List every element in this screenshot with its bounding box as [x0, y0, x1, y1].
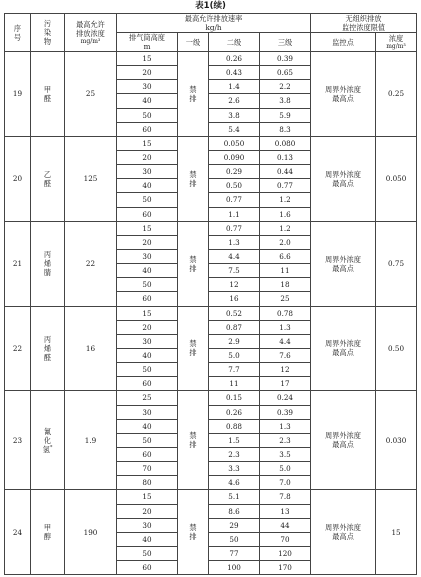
level2-cell: 2.6 — [209, 94, 260, 108]
pollutant-char: 氢 — [42, 444, 50, 454]
pollutant-cell — [31, 52, 65, 137]
pollutant-cell — [31, 221, 65, 306]
level3-cell: 0.39 — [260, 405, 311, 419]
monitor-point-line: 周界外浓度 — [325, 254, 361, 264]
level2-cell: 0.050 — [209, 136, 260, 150]
level3-cell: 2.2 — [260, 80, 311, 94]
level3-cell: 7.8 — [260, 490, 311, 504]
level2-cell: 3.3 — [209, 462, 260, 476]
level3-cell: 0.080 — [260, 136, 311, 150]
level2-cell: 12 — [209, 278, 260, 292]
level1-char: 禁 — [189, 254, 197, 264]
monitor-point-line: 最高点 — [332, 93, 354, 103]
monitor-point-line: 最高点 — [332, 348, 354, 358]
stack-height-cell: 60 — [117, 561, 178, 575]
header-concentration: 浓度 mg/m³ — [376, 33, 417, 52]
stack-height-cell: 50 — [117, 363, 178, 377]
level3-cell: 0.44 — [260, 165, 311, 179]
max-conc-cell: 125 — [65, 136, 117, 221]
header-level2: 二级 — [209, 33, 260, 52]
table-row — [5, 52, 417, 66]
pollutant-char: 醛 — [43, 352, 52, 362]
level3-cell: 12 — [260, 363, 311, 377]
level2-cell: 0.15 — [209, 391, 260, 405]
header-seq: 序 号 — [5, 14, 31, 52]
max-conc-cell: 16 — [65, 306, 117, 391]
level3-cell: 1.2 — [260, 193, 311, 207]
stack-height-cell: 60 — [117, 207, 178, 221]
level3-cell: 25 — [260, 292, 311, 306]
level3-cell: 7.6 — [260, 348, 311, 362]
stack-height-cell: 30 — [117, 334, 178, 348]
level1-char: 禁 — [189, 523, 197, 533]
level3-cell: 1.3 — [260, 320, 311, 334]
pollutant-char: 醛 — [43, 93, 52, 103]
level3-cell: 0.39 — [260, 52, 311, 66]
level2-cell: 100 — [209, 561, 260, 575]
pollutant-cell — [31, 391, 65, 490]
stack-height-cell: 30 — [117, 165, 178, 179]
monitor-point-line: 最高点 — [332, 532, 354, 542]
stack-height-cell: 20 — [117, 66, 178, 80]
level3-cell: 170 — [260, 561, 311, 575]
max-conc-cell: 22 — [65, 221, 117, 306]
level2-cell: 0.090 — [209, 150, 260, 164]
stack-height-cell: 15 — [117, 52, 178, 66]
level2-cell: 3.8 — [209, 108, 260, 122]
seq-cell: 20 — [5, 136, 31, 221]
table-row — [5, 490, 417, 504]
pollutant-cell — [31, 136, 65, 221]
header-pollutant: 污 染 物 — [31, 14, 65, 52]
monitor-point-line: 周界外浓度 — [325, 84, 361, 94]
level2-cell: 0.26 — [209, 405, 260, 419]
level2-cell: 0.88 — [209, 419, 260, 433]
level2-cell: 16 — [209, 292, 260, 306]
level1-char: 排 — [189, 440, 197, 450]
level3-cell: 4.4 — [260, 334, 311, 348]
level2-cell: 8.6 — [209, 504, 260, 518]
level2-cell: 0.29 — [209, 165, 260, 179]
pollutant-char: 甲 — [43, 523, 52, 533]
seq-cell: 22 — [5, 306, 31, 391]
pollutant-cell — [31, 490, 65, 575]
fugitive-conc-cell: 0.75 — [376, 221, 417, 306]
monitor-point-line: 周界外浓度 — [325, 169, 361, 179]
monitor-point-cell — [311, 221, 376, 306]
stack-height-cell: 15 — [117, 221, 178, 235]
seq-cell: 24 — [5, 490, 31, 575]
level3-cell: 6.6 — [260, 249, 311, 263]
level3-cell: 70 — [260, 532, 311, 546]
fugitive-conc-cell: 0.050 — [376, 136, 417, 221]
header-level1: 一级 — [178, 33, 209, 52]
level2-cell: 1.1 — [209, 207, 260, 221]
pollutant-char: 醛 — [43, 178, 52, 188]
stack-height-cell: 40 — [117, 94, 178, 108]
monitor-point-cell — [311, 52, 376, 137]
header-fugitive: 无组织排放 监控浓度限值 — [311, 14, 417, 33]
pollutant-char: 丙 — [43, 250, 52, 260]
level3-cell: 3.8 — [260, 94, 311, 108]
pollutant-char: 烯 — [43, 259, 52, 269]
stack-height-cell: 50 — [117, 433, 178, 447]
stack-height-cell: 50 — [117, 108, 178, 122]
max-conc-cell: 190 — [65, 490, 117, 575]
level3-cell: 0.77 — [260, 179, 311, 193]
level3-cell: 0.65 — [260, 66, 311, 80]
fugitive-conc-cell: 0.50 — [376, 306, 417, 391]
stack-height-cell: 50 — [117, 546, 178, 560]
pollutant-char: 乙 — [43, 169, 52, 179]
stack-height-cell: 30 — [117, 249, 178, 263]
stack-height-cell: 60 — [117, 377, 178, 391]
level2-cell: 4.6 — [209, 476, 260, 490]
header-stack-height: 排气筒高度 m — [117, 33, 178, 52]
level3-cell: 17 — [260, 377, 311, 391]
level2-cell: 5.4 — [209, 122, 260, 136]
stack-height-cell: 15 — [117, 136, 178, 150]
level2-cell: 0.77 — [209, 193, 260, 207]
level2-cell: 7.5 — [209, 264, 260, 278]
level1-char: 排 — [189, 178, 197, 188]
header-monitor-point: 监控点 — [311, 33, 376, 52]
level2-cell: 4.4 — [209, 249, 260, 263]
level3-cell: 2.3 — [260, 433, 311, 447]
level3-cell: 3.5 — [260, 447, 311, 461]
stack-height-cell: 20 — [117, 320, 178, 334]
pollutant-char: 氰 — [43, 426, 52, 436]
stack-height-cell: 30 — [117, 518, 178, 532]
pollutant-char: 醇 — [43, 532, 52, 542]
monitor-point-line: 最高点 — [332, 440, 354, 450]
level1-char: 排 — [189, 93, 197, 103]
level3-cell: 5.0 — [260, 462, 311, 476]
fugitive-conc-cell: 0.25 — [376, 52, 417, 137]
max-conc-cell: 25 — [65, 52, 117, 137]
level2-cell: 50 — [209, 532, 260, 546]
level3-cell: 1.3 — [260, 419, 311, 433]
pollutant-char-wrap — [31, 445, 64, 454]
level3-cell: 5.9 — [260, 108, 311, 122]
seq-cell: 21 — [5, 221, 31, 306]
level2-cell: 1.3 — [209, 235, 260, 249]
level1-char: 禁 — [189, 339, 197, 349]
level2-cell: 2.3 — [209, 447, 260, 461]
level1-cell — [178, 490, 209, 575]
fugitive-conc-cell: 15 — [376, 490, 417, 575]
stack-height-cell: 50 — [117, 193, 178, 207]
level3-cell: 44 — [260, 518, 311, 532]
level3-cell: 2.0 — [260, 235, 311, 249]
monitor-point-cell — [311, 136, 376, 221]
level3-cell: 0.13 — [260, 150, 311, 164]
stack-height-cell: 40 — [117, 532, 178, 546]
level2-cell: 77 — [209, 546, 260, 560]
table-row — [5, 391, 417, 405]
table-caption: 表1(续) — [195, 1, 226, 11]
monitor-point-line: 最高点 — [332, 263, 354, 273]
table-row — [5, 136, 417, 150]
seq-cell: 23 — [5, 391, 31, 490]
level1-char: 禁 — [189, 84, 197, 94]
level3-cell: 8.3 — [260, 122, 311, 136]
level2-cell: 11 — [209, 377, 260, 391]
monitor-point-cell — [311, 391, 376, 490]
level2-cell: 1.4 — [209, 80, 260, 94]
header-level3: 三级 — [260, 33, 311, 52]
level3-cell: 7.0 — [260, 476, 311, 490]
stack-height-cell: 20 — [117, 504, 178, 518]
level1-char: 禁 — [189, 431, 197, 441]
level2-cell: 7.7 — [209, 363, 260, 377]
level2-cell: 0.52 — [209, 306, 260, 320]
level3-cell: 18 — [260, 278, 311, 292]
emission-standard-table — [4, 13, 417, 575]
stack-height-cell: 60 — [117, 122, 178, 136]
level3-cell: 1.6 — [260, 207, 311, 221]
level3-cell: 0.24 — [260, 391, 311, 405]
level1-cell — [178, 136, 209, 221]
level2-cell: 0.77 — [209, 221, 260, 235]
level1-char: 排 — [189, 263, 197, 273]
level1-cell — [178, 52, 209, 137]
level1-cell — [178, 221, 209, 306]
stack-height-cell: 15 — [117, 306, 178, 320]
stack-height-cell: 40 — [117, 419, 178, 433]
pollutant-char: 腈 — [43, 268, 52, 278]
stack-height-cell: 40 — [117, 348, 178, 362]
max-conc-cell: 1.9 — [65, 391, 117, 490]
fugitive-conc-cell: 0.030 — [376, 391, 417, 490]
level2-cell: 0.50 — [209, 179, 260, 193]
pollutant-char: 烯 — [43, 343, 52, 353]
stack-height-cell: 30 — [117, 405, 178, 419]
stack-height-cell: 20 — [117, 150, 178, 164]
stack-height-cell: 30 — [117, 80, 178, 94]
stack-height-cell: 60 — [117, 292, 178, 306]
level2-cell: 1.5 — [209, 433, 260, 447]
stack-height-cell: 70 — [117, 462, 178, 476]
level1-cell — [178, 391, 209, 490]
table-header — [5, 14, 417, 52]
level2-cell: 0.26 — [209, 52, 260, 66]
header-max-conc: 最高允许 排放浓度 mg/m³ — [65, 14, 117, 52]
stack-height-cell: 20 — [117, 235, 178, 249]
monitor-point-line: 周界外浓度 — [325, 431, 361, 441]
table-row — [5, 306, 417, 320]
pollutant-char: 甲 — [43, 84, 52, 94]
table-body — [5, 52, 417, 575]
stack-height-cell: 25 — [117, 391, 178, 405]
pollutant-cell — [31, 306, 65, 391]
header-max-rate: 最高允许排放速率 kg/h — [117, 14, 311, 33]
seq-cell: 19 — [5, 52, 31, 137]
level2-cell: 2.9 — [209, 334, 260, 348]
stack-height-cell: 40 — [117, 264, 178, 278]
stack-height-cell: 15 — [117, 490, 178, 504]
monitor-point-line: 周界外浓度 — [325, 523, 361, 533]
level3-cell: 0.78 — [260, 306, 311, 320]
level1-char: 排 — [189, 532, 197, 542]
stack-height-cell: 40 — [117, 179, 178, 193]
level3-cell: 120 — [260, 546, 311, 560]
stack-height-cell: 50 — [117, 278, 178, 292]
monitor-point-line: 最高点 — [332, 178, 354, 188]
stack-height-cell: 60 — [117, 447, 178, 461]
level3-cell: 11 — [260, 264, 311, 278]
level3-cell: 13 — [260, 504, 311, 518]
level1-char: 排 — [189, 348, 197, 358]
level1-cell — [178, 306, 209, 391]
pollutant-char: 化 — [43, 435, 52, 445]
level2-cell: 5.1 — [209, 490, 260, 504]
level2-cell: 0.43 — [209, 66, 260, 80]
monitor-point-cell — [311, 490, 376, 575]
level2-cell: 0.87 — [209, 320, 260, 334]
level2-cell: 29 — [209, 518, 260, 532]
monitor-point-cell — [311, 306, 376, 391]
table-row — [5, 221, 417, 235]
stack-height-cell: 80 — [117, 476, 178, 490]
level2-cell: 5.0 — [209, 348, 260, 362]
pollutant-note-mark: * — [49, 444, 53, 451]
monitor-point-line: 周界外浓度 — [325, 339, 361, 349]
level3-cell: 1.2 — [260, 221, 311, 235]
level1-char: 禁 — [189, 169, 197, 179]
pollutant-char: 丙 — [43, 334, 52, 344]
